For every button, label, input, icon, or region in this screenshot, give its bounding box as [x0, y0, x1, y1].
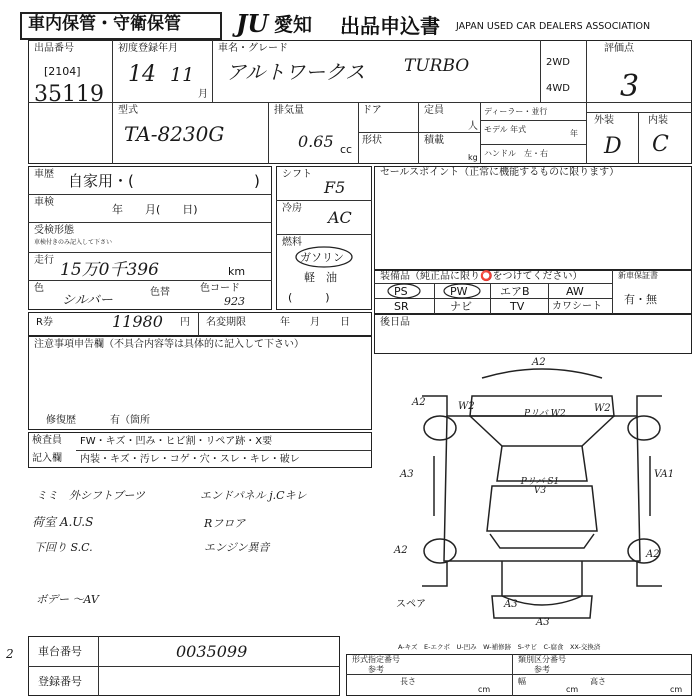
- chassis-label: 車台番号: [38, 645, 82, 658]
- name-grade-label: 車名・グレード: [218, 43, 288, 54]
- equip-airbag: エアB: [500, 285, 530, 298]
- deadline-label: 名変期限: [206, 317, 246, 328]
- notes-label: 注意事項申告欄（不具合内容等は具体的に記入して下さい）: [34, 339, 304, 350]
- drive-4wd: 4WD: [546, 83, 570, 94]
- recycle-label: R券: [36, 317, 53, 328]
- chassis-value: 0035099: [176, 642, 248, 661]
- dmg-rear-left: A2: [394, 545, 408, 556]
- width-label: 幅: [518, 677, 526, 686]
- equip-pw-circle: [442, 283, 482, 299]
- registration-label: 登録番号: [38, 675, 82, 688]
- displacement-value: 0.65: [298, 132, 334, 151]
- damage-legend: A-キズ E-エクボ U-凹み W-補修跡 S-サビ C-腐食 XX-交換済: [398, 643, 601, 651]
- deadline-value: 年 月 日: [280, 317, 350, 328]
- fuel-other: ( ): [288, 291, 330, 304]
- color-label: 色: [34, 283, 44, 294]
- score-value: 3: [620, 69, 640, 104]
- person-unit: 人: [468, 121, 478, 132]
- door-label: ドア: [362, 105, 382, 116]
- footer-mark: 2: [6, 647, 14, 661]
- dmg-rear: A3: [504, 599, 518, 610]
- note-4: Rフロア: [204, 517, 246, 530]
- length-cm: cm: [478, 685, 491, 694]
- kg-unit: kg: [468, 153, 478, 162]
- cc-unit: cc: [340, 143, 353, 156]
- equip-ps-circle: [386, 283, 422, 299]
- height-cm: cm: [670, 685, 683, 694]
- fuel-label: 燃料: [282, 237, 302, 248]
- equip-sr: SR: [394, 300, 409, 313]
- color-code-label: 色コード: [200, 283, 240, 294]
- ac-value: AC: [328, 208, 352, 227]
- repaint-label: 色替: [150, 287, 170, 298]
- color-value: シルバー: [62, 293, 113, 308]
- note-3: 荷室 A.U.S: [32, 515, 94, 529]
- category-label: 類別区分番号: [518, 655, 566, 664]
- car-name: アルトワークス: [226, 60, 365, 84]
- score-label: 評価点: [604, 43, 634, 54]
- note-1: ミミ 外シフトブーツ: [36, 489, 145, 502]
- repair-value: 有（箇所: [110, 415, 150, 426]
- note-6: エンジン異音: [204, 541, 270, 554]
- equip-leather: カワシート: [552, 301, 602, 312]
- inspection-value: 年 月( 日): [112, 203, 198, 216]
- length-label: 長さ: [400, 677, 416, 686]
- fuel-diesel: 軽 油: [304, 271, 337, 284]
- storage-text: 車内保管・守衛保管: [28, 14, 181, 34]
- first-reg-label: 初度登録年月: [118, 43, 178, 54]
- model-year-label: モデル 年式: [484, 125, 527, 134]
- notes-box: [28, 336, 372, 430]
- note-5: 下回り S.C.: [34, 541, 93, 554]
- inspector-fw-line: FW・キズ・凹み・ヒビ割・リペア跡・X要: [80, 436, 273, 447]
- interior-label: 内装: [648, 115, 668, 126]
- receive-label: 受検形態: [34, 225, 74, 236]
- dmg-bottom: A3: [536, 617, 550, 628]
- note-7: ボデー ～AV: [36, 593, 99, 606]
- history-value: 自家用・(: [68, 172, 134, 190]
- spec-label: 形式指定番号: [352, 655, 400, 664]
- equip-navi: ナビ: [450, 300, 472, 313]
- exterior-label: 外装: [594, 115, 614, 126]
- sales-point-box: [374, 166, 692, 270]
- inspector-interior-line: 内装・キズ・汚レ・コゲ・穴・スレ・キレ・破レ: [80, 454, 300, 465]
- car-diagram: [392, 356, 692, 646]
- capacity-label: 定員: [424, 105, 444, 116]
- handle-label: ハンドル 左・右: [484, 149, 548, 158]
- reg-year: 14: [128, 62, 156, 87]
- color-code: 923: [224, 295, 245, 308]
- dmg-right-door: VA1: [654, 469, 675, 480]
- month-unit: 月: [198, 89, 208, 100]
- inspector-label-2: 記入欄: [32, 453, 62, 464]
- interior-grade: C: [652, 132, 669, 157]
- dmg-right-fender: W2: [594, 403, 611, 414]
- remarks-label: 後日品: [380, 317, 410, 328]
- mileage-label: 走行: [34, 255, 54, 266]
- association-name: JAPAN USED CAR DEALERS ASSOCIATION: [456, 21, 651, 32]
- history-close: ): [254, 172, 260, 190]
- remarks-box: [374, 314, 692, 354]
- equip-pw: PW: [450, 285, 468, 298]
- dmg-left-fender: W2: [458, 401, 475, 412]
- model-label: 型式: [118, 105, 138, 116]
- lot-code: [2104]: [44, 65, 81, 78]
- shift-label: シフト: [282, 169, 312, 180]
- model-value: TA-8230G: [124, 122, 225, 146]
- dealer-label: ディーラー・並行: [484, 107, 548, 116]
- displacement-label: 排気量: [274, 105, 304, 116]
- ac-label: 冷房: [282, 203, 302, 214]
- dmg-rear-right: A2: [646, 549, 660, 560]
- dmg-bonnet: Pリバ W2: [524, 409, 566, 419]
- car-grade: TURBO: [404, 56, 470, 76]
- inspector-label-1: 検査員: [32, 435, 62, 446]
- brand-text: 愛知: [274, 14, 313, 36]
- width-cm: cm: [566, 685, 579, 694]
- dmg-roof: Pリバ S1 V3: [520, 477, 560, 496]
- km-unit: km: [228, 265, 246, 278]
- spec-ref: 参考: [368, 665, 384, 674]
- category-ref: 参考: [534, 665, 550, 674]
- exterior-grade: D: [604, 134, 622, 159]
- receive-note: 車検付きのみ記入して下さい: [34, 239, 113, 246]
- sales-point-label: セールスポイント（正常に機能するものに限ります）: [380, 167, 620, 178]
- dmg-front: A2: [532, 357, 546, 368]
- spare-label: スペア: [396, 599, 426, 610]
- drive-2wd: 2WD: [546, 57, 570, 68]
- fuel-gasoline-circle: [294, 246, 354, 268]
- note-2: エンドパネル j.Cキレ: [200, 489, 307, 502]
- year-unit: 年: [570, 129, 578, 138]
- load-label: 積載: [424, 135, 444, 146]
- manual-value: 有・無: [624, 293, 657, 306]
- manual-label: 新車保証書: [618, 271, 658, 280]
- document-title: 出品申込書: [340, 14, 440, 38]
- inspection-label: 車検: [34, 197, 54, 208]
- shift-value: F5: [324, 178, 346, 197]
- yen-unit: 円: [180, 317, 190, 328]
- mileage-value: 15万0千396: [60, 260, 159, 280]
- fuel-gasoline: ガソリン: [300, 251, 344, 264]
- reg-month: 11: [170, 64, 195, 86]
- lot-number: 35119: [34, 82, 104, 107]
- lot-label: 出品番号: [34, 43, 74, 54]
- height-label: 高さ: [590, 677, 606, 686]
- history-label: 車歴: [34, 169, 54, 180]
- repair-label: 修復歴: [46, 415, 76, 426]
- recycle-value: 11980: [112, 312, 163, 331]
- ju-logo: JU: [236, 9, 269, 38]
- shape-label: 形状: [362, 135, 382, 146]
- equip-aw: AW: [566, 285, 584, 298]
- dmg-front-left: A2: [412, 397, 426, 408]
- equipment-label: 装備品（純正品に限り⭕をつけてください）: [380, 271, 583, 282]
- dmg-left-door: A3: [400, 469, 414, 480]
- equip-tv: TV: [510, 300, 525, 313]
- equip-ps: PS: [394, 285, 408, 298]
